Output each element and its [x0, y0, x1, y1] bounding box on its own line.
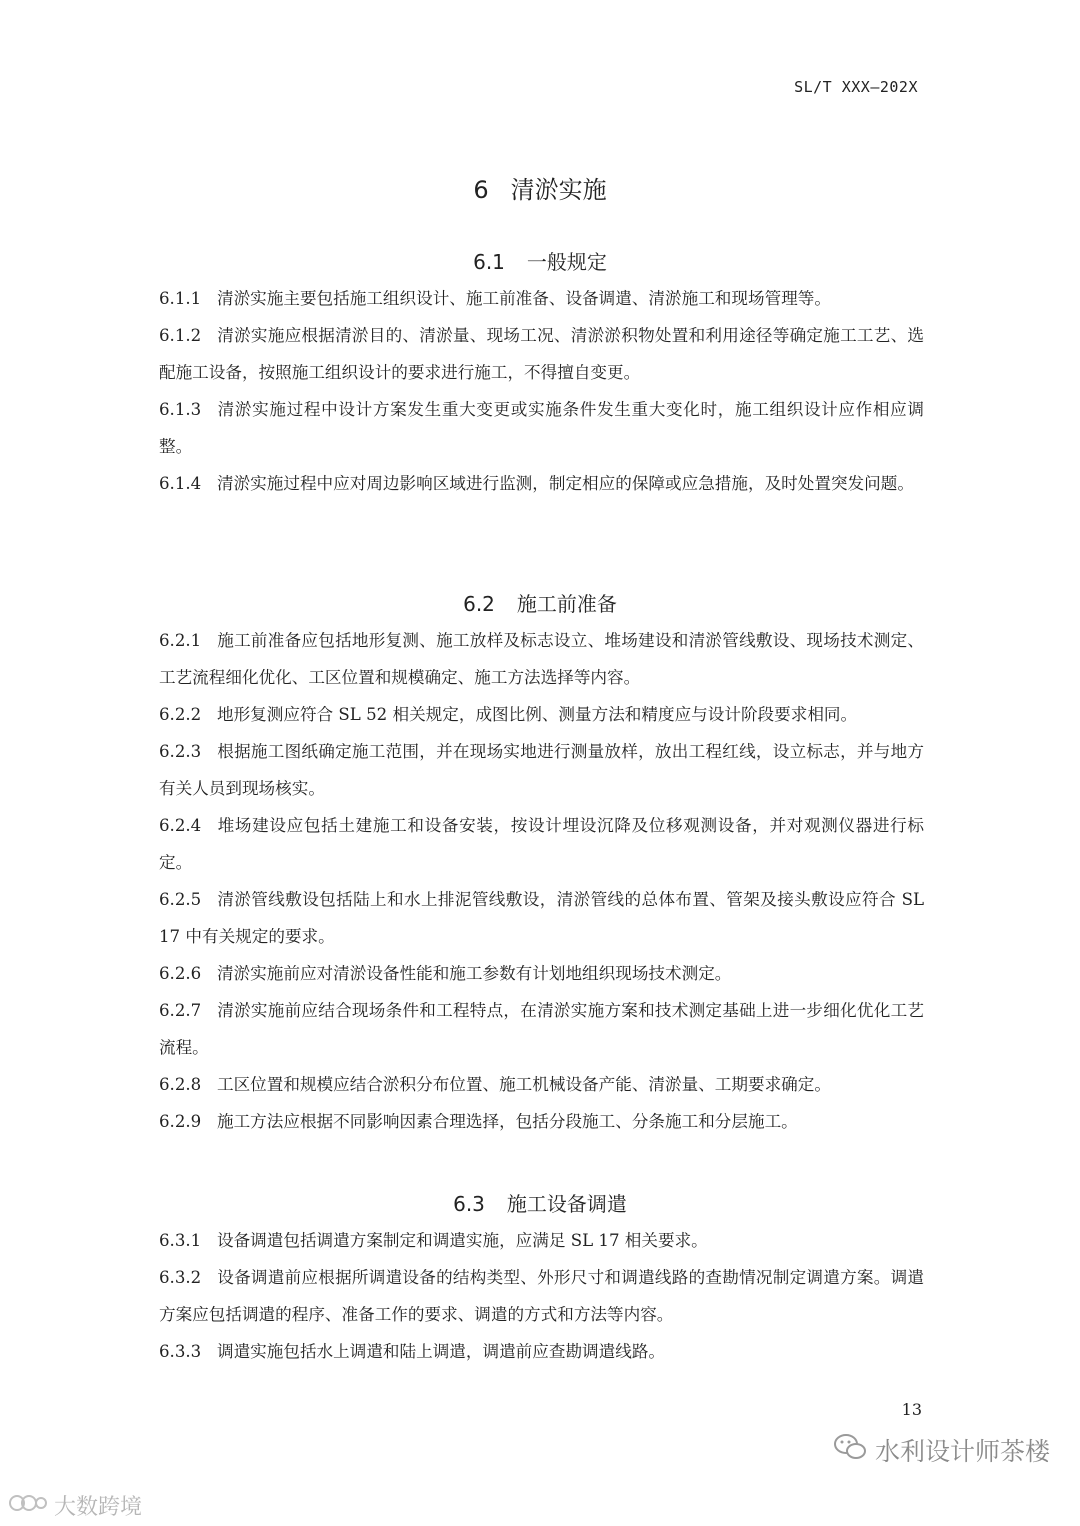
section-title: 6.3 施工设备调遣 [453, 1192, 627, 1216]
chapter-title [0, 170, 1080, 205]
clause: 6.1.4 清淤实施过程中应对周边影响区域进行监测，制定相应的保障或应急措施，及时处置突发问题。 [159, 474, 914, 493]
clause: 6.2.1 施工前准备应包括地形复测、施工放样及标志设立、堆场建设和清淤管线敷设、现场技术测定、工艺流程细化优化、工区位置和规模确定、施工方法选择等内容。 [159, 631, 924, 687]
clause: 6.2.4 堆场建设应包括土建施工和设备安装，按设计埋设沉降及位移观测设备，并对观测仪器进行标定。 [159, 816, 924, 872]
clause: 6.2.2 地形复测应符合 SL 52 相关规定，成图比例、测量方法和精度应与设计阶段要求相同。 [159, 705, 858, 724]
chapter-name: 清淤实施 [510, 176, 607, 204]
clause: 6.2.9 施工方法应根据不同影响因素合理选择，包括分段施工、分条施工和分层施工。 [159, 1112, 798, 1131]
clause: 6.3.2 设备调遣前应根据所调遣设备的结构类型、外形尺寸和调遣线路的查勘情况制定调遣方案。调遣方案应包括调遣的程序、准备工作的要求、调遣的方式和方法等内容。 [159, 1268, 924, 1324]
chapter-number: 6 [473, 176, 489, 204]
clause: 6.2.7 清淤实施前应结合现场条件和工程特点，在清淤实施方案和技术测定基础上进一步细化优化工艺流程。 [159, 1001, 924, 1057]
clause: 6.2.6 清淤实施前应对清淤设备性能和施工参数有计划地组织现场技术测定。 [159, 964, 732, 983]
section-title: 6.2 施工前准备 [463, 592, 617, 616]
brand-logo-icon [8, 1492, 48, 1520]
page-number: 13 [901, 1400, 922, 1419]
clause: 6.2.5 清淤管线敷设包括陆上和水上排泥管线敷设，清淤管线的总体布置、管架及接头敷设应符合 SL 17 中有关规定的要求。 [159, 890, 924, 946]
watermark-right-text: 水利设计师茶楼 [874, 1437, 1050, 1466]
watermark-right [833, 1432, 1050, 1468]
clause: 6.2.8 工区位置和规模应结合淤积分布位置、施工机械设备产能、清淤量、工期要求确定。 [159, 1075, 831, 1094]
clause: 6.2.3 根据施工图纸确定施工范围，并在现场实地进行测量放样，放出工程红线，设立标志，并与地方有关人员到现场核实。 [159, 742, 924, 798]
clause: 6.3.1 设备调遣包括调遣方案制定和调遣实施，应满足 SL 17 相关要求。 [159, 1231, 708, 1250]
clause: 6.3.3 调遣实施包括水上调遣和陆上调遣，调遣前应查勘调遣线路。 [159, 1342, 666, 1361]
watermark-left-text: 大数跨境 [54, 1495, 143, 1520]
wechat-icon [833, 1432, 867, 1468]
clause: 6.1.3 清淤实施过程中设计方案发生重大变更或实施条件发生重大变化时，施工组织设计应作相应调整。 [159, 400, 924, 456]
clause: 6.1.1 清淤实施主要包括施工组织设计、施工前准备、设备调遣、清淤施工和现场管理等。 [159, 289, 831, 308]
standard-code: SL/T XXX—202X [794, 78, 918, 96]
section-title: 6.1 一般规定 [473, 250, 607, 274]
clause: 6.1.2 清淤实施应根据清淤目的、清淤量、现场工况、清淤淤积物处置和利用途径等确定施工工艺、选配施工设备，按照施工组织设计的要求进行施工，不得擅自变更。 [159, 326, 924, 382]
watermark-left [8, 1490, 142, 1521]
